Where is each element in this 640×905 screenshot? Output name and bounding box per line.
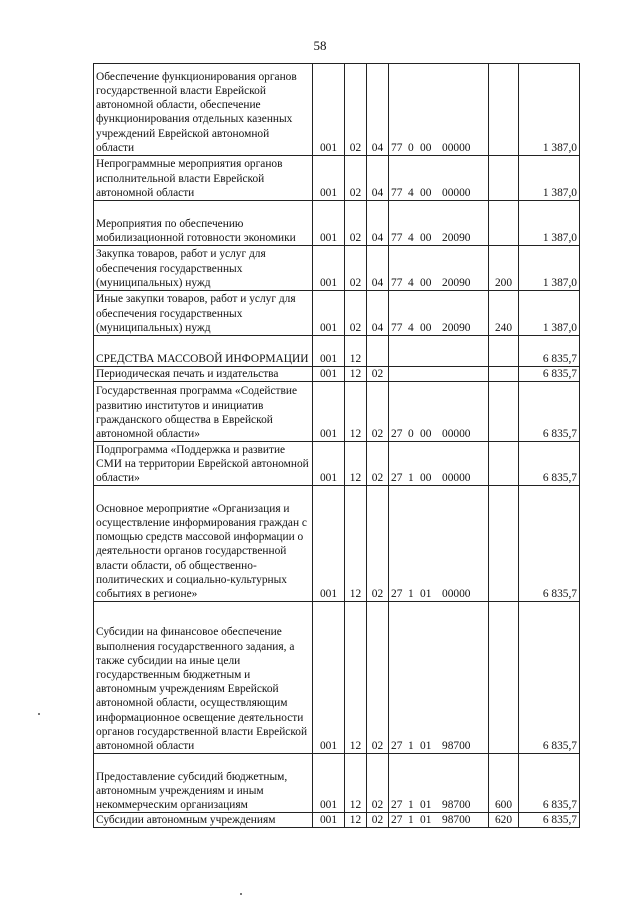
scan-speck [38, 713, 40, 715]
section-code-cell: 12 [345, 486, 367, 602]
section-code-cell: 02 [345, 201, 367, 246]
row-name-cell: Государственная программа «Содействие развитию институтов и инициатив гражданского общества в Еврейской автономной области» [94, 382, 313, 442]
target-article-code-part: 27 [391, 740, 403, 752]
subsection-code-cell [367, 336, 389, 367]
expense-type-code-cell: 620 [489, 813, 519, 828]
target-article-code-part: 00 [420, 428, 432, 440]
target-article-code-part: 27 [391, 814, 403, 827]
amount-cell: 6 835,7 [519, 813, 580, 828]
expense-type-code-cell [489, 201, 519, 246]
target-article-code-cell [389, 291, 489, 336]
expense-type-code-cell [489, 442, 519, 486]
grbs-code-cell: 001 [313, 64, 345, 156]
section-code-cell: 02 [345, 64, 367, 156]
subsection-code-cell: 02 [367, 754, 389, 813]
section-code-cell: 12 [345, 813, 367, 828]
amount-cell: 6 835,7 [519, 336, 580, 367]
target-article-code-part: 01 [420, 799, 432, 811]
section-code-cell: 02 [345, 246, 367, 291]
target-article-code-part: 1 [408, 472, 414, 484]
section-code-cell: 12 [345, 336, 367, 367]
target-article-code-part: 77 [391, 231, 403, 244]
section-code-cell: 02 [345, 156, 367, 201]
section-code-cell: 12 [345, 442, 367, 486]
target-article-code-part: 01 [420, 814, 432, 827]
table-row [94, 367, 580, 382]
section-code-cell: 12 [345, 602, 367, 754]
target-article-code-cell [389, 201, 489, 246]
target-article-code-part: 77 [391, 321, 403, 334]
amount-cell: 1 387,0 [519, 291, 580, 336]
amount-cell: 1 387,0 [519, 156, 580, 201]
target-article-code-part: 00000 [442, 472, 471, 484]
section-code-cell: 12 [345, 367, 367, 382]
expense-type-code-cell: 240 [489, 291, 519, 336]
amount-cell: 6 835,7 [519, 382, 580, 442]
table-row [94, 754, 580, 813]
table-row [94, 486, 580, 602]
target-article-code-part: 4 [408, 276, 414, 289]
row-name-cell: Непрограммные мероприятия органов исполнительной власти Еврейской автономной области [94, 156, 313, 201]
target-article-code-cell [389, 813, 489, 828]
target-article-code-cell [389, 156, 489, 201]
target-article-code-cell [389, 486, 489, 602]
target-article-code-part: 1 [408, 799, 414, 811]
row-name-cell: Субсидии на финансовое обеспечение выполнения государственного задания, а также субсидии на иные цели государственным бюджетным и автономным учреждениям Еврейской автономной области, осуществляющим информационное освещение деятельности органов государственной власти Еврейской автономной области [94, 602, 313, 754]
target-article-code-part: 27 [391, 428, 403, 440]
target-article-code-cell [389, 246, 489, 291]
amount-cell: 6 835,7 [519, 442, 580, 486]
target-article-code-part: 77 [391, 186, 403, 199]
row-name-cell: Подпрограмма «Поддержка и развитие СМИ на территории Еврейской автономной области» [94, 442, 313, 486]
target-article-code-part: 4 [408, 231, 414, 244]
section-code-cell: 12 [345, 754, 367, 813]
amount-cell: 1 387,0 [519, 246, 580, 291]
page-number: 58 [313, 38, 327, 53]
subsection-code-cell: 04 [367, 156, 389, 201]
expense-type-code-cell: 600 [489, 754, 519, 813]
target-article-code-part: 00 [420, 141, 432, 154]
target-article-code-part: 77 [391, 141, 403, 154]
grbs-code-cell: 001 [313, 367, 345, 382]
expense-type-code-cell [489, 336, 519, 367]
target-article-code-part: 1 [408, 588, 414, 600]
expense-type-code-cell: 200 [489, 246, 519, 291]
target-article-code-part: 00000 [442, 141, 471, 154]
subsection-code-cell: 04 [367, 201, 389, 246]
grbs-code-cell: 001 [313, 291, 345, 336]
table-row [94, 336, 580, 367]
target-article-code-part: 00 [420, 231, 432, 244]
target-article-code-part: 98700 [442, 740, 471, 752]
target-article-code-cell [389, 754, 489, 813]
target-article-code-part: 98700 [442, 814, 471, 827]
target-article-code-part: 00000 [442, 186, 471, 199]
grbs-code-cell: 001 [313, 336, 345, 367]
table-row [94, 291, 580, 336]
subsection-code-cell: 04 [367, 64, 389, 156]
target-article-code-part: 00 [420, 472, 432, 484]
grbs-code-cell: 001 [313, 754, 345, 813]
target-article-code-part: 0 [408, 428, 414, 440]
table-row [94, 64, 580, 156]
amount-cell: 6 835,7 [519, 602, 580, 754]
target-article-code-cell [389, 336, 489, 367]
target-article-code-part: 4 [408, 321, 414, 334]
table-row [94, 201, 580, 246]
subsection-code-cell: 02 [367, 486, 389, 602]
amount-cell: 6 835,7 [519, 754, 580, 813]
expense-type-code-cell [489, 64, 519, 156]
target-article-code-part: 01 [420, 740, 432, 752]
row-name-cell: Периодическая печать и издательства [94, 367, 313, 382]
target-article-code-part: 00 [420, 321, 432, 334]
subsection-code-cell: 02 [367, 442, 389, 486]
target-article-code-cell [389, 367, 489, 382]
expense-type-code-cell [489, 156, 519, 201]
budget-table [93, 63, 580, 828]
row-name-cell: Мероприятия по обеспечению мобилизационной готовности экономики [94, 201, 313, 246]
target-article-code-part: 27 [391, 799, 403, 811]
table-row [94, 382, 580, 442]
target-article-code-cell [389, 602, 489, 754]
grbs-code-cell: 001 [313, 156, 345, 201]
expense-type-code-cell [489, 602, 519, 754]
amount-cell: 1 387,0 [519, 64, 580, 156]
target-article-code-part: 27 [391, 588, 403, 600]
grbs-code-cell: 001 [313, 602, 345, 754]
subsection-code-cell: 02 [367, 367, 389, 382]
expense-type-code-cell [489, 367, 519, 382]
subsection-code-cell: 02 [367, 813, 389, 828]
row-name-cell: Обеспечение функционирования органов государственной власти Еврейской автономной области, обеспечение функционирования отдельных казенных учреждений Еврейской автономной области [94, 64, 313, 156]
table-row [94, 813, 580, 828]
grbs-code-cell: 001 [313, 442, 345, 486]
amount-cell: 6 835,7 [519, 367, 580, 382]
target-article-code-part: 01 [420, 588, 432, 600]
row-name-cell: Предоставление субсидий бюджетным, автономным учреждениям и иным некоммерческим организациям [94, 754, 313, 813]
target-article-code-part: 1 [408, 814, 414, 827]
grbs-code-cell: 001 [313, 813, 345, 828]
target-article-code-part: 00 [420, 186, 432, 199]
target-article-code-part: 0 [408, 141, 414, 154]
row-name-cell: СРЕДСТВА МАССОВОЙ ИНФОРМАЦИИ [94, 336, 313, 367]
amount-cell: 1 387,0 [519, 201, 580, 246]
target-article-code-part: 00 [420, 276, 432, 289]
target-article-code-part: 4 [408, 186, 414, 199]
budget-table-body [94, 64, 580, 828]
section-code-cell: 02 [345, 291, 367, 336]
grbs-code-cell: 001 [313, 246, 345, 291]
subsection-code-cell: 02 [367, 602, 389, 754]
row-name-cell: Субсидии автономным учреждениям [94, 813, 313, 828]
section-code-cell: 12 [345, 382, 367, 442]
target-article-code-part: 20090 [442, 321, 471, 334]
table-row [94, 602, 580, 754]
subsection-code-cell: 04 [367, 246, 389, 291]
subsection-code-cell: 02 [367, 382, 389, 442]
row-name-cell: Иные закупки товаров, работ и услуг для обеспечения государственных (муниципальных) нужд [94, 291, 313, 336]
target-article-code-cell [389, 64, 489, 156]
row-name-cell: Основное мероприятие «Организация и осуществление информирования граждан с помощью средств массовой информации о деятельности органов государственной власти области, об общественно-политических и социально-культурных событиях в регионе» [94, 486, 313, 602]
table-row [94, 156, 580, 201]
grbs-code-cell: 001 [313, 201, 345, 246]
target-article-code-part: 98700 [442, 799, 471, 811]
target-article-code-part: 00000 [442, 588, 471, 600]
row-name-cell: Закупка товаров, работ и услуг для обеспечения государственных (муниципальных) нужд [94, 246, 313, 291]
amount-cell: 6 835,7 [519, 486, 580, 602]
target-article-code-part: 27 [391, 472, 403, 484]
grbs-code-cell: 001 [313, 486, 345, 602]
grbs-code-cell: 001 [313, 382, 345, 442]
target-article-code-part: 1 [408, 740, 414, 752]
expense-type-code-cell [489, 486, 519, 602]
target-article-code-cell [389, 382, 489, 442]
target-article-code-part: 00000 [442, 428, 471, 440]
target-article-code-part: 20090 [442, 231, 471, 244]
subsection-code-cell: 04 [367, 291, 389, 336]
table-row [94, 246, 580, 291]
expense-type-code-cell [489, 382, 519, 442]
target-article-code-part: 20090 [442, 276, 471, 289]
scan-speck [240, 893, 242, 895]
target-article-code-cell [389, 442, 489, 486]
target-article-code-part: 77 [391, 276, 403, 289]
table-row [94, 442, 580, 486]
